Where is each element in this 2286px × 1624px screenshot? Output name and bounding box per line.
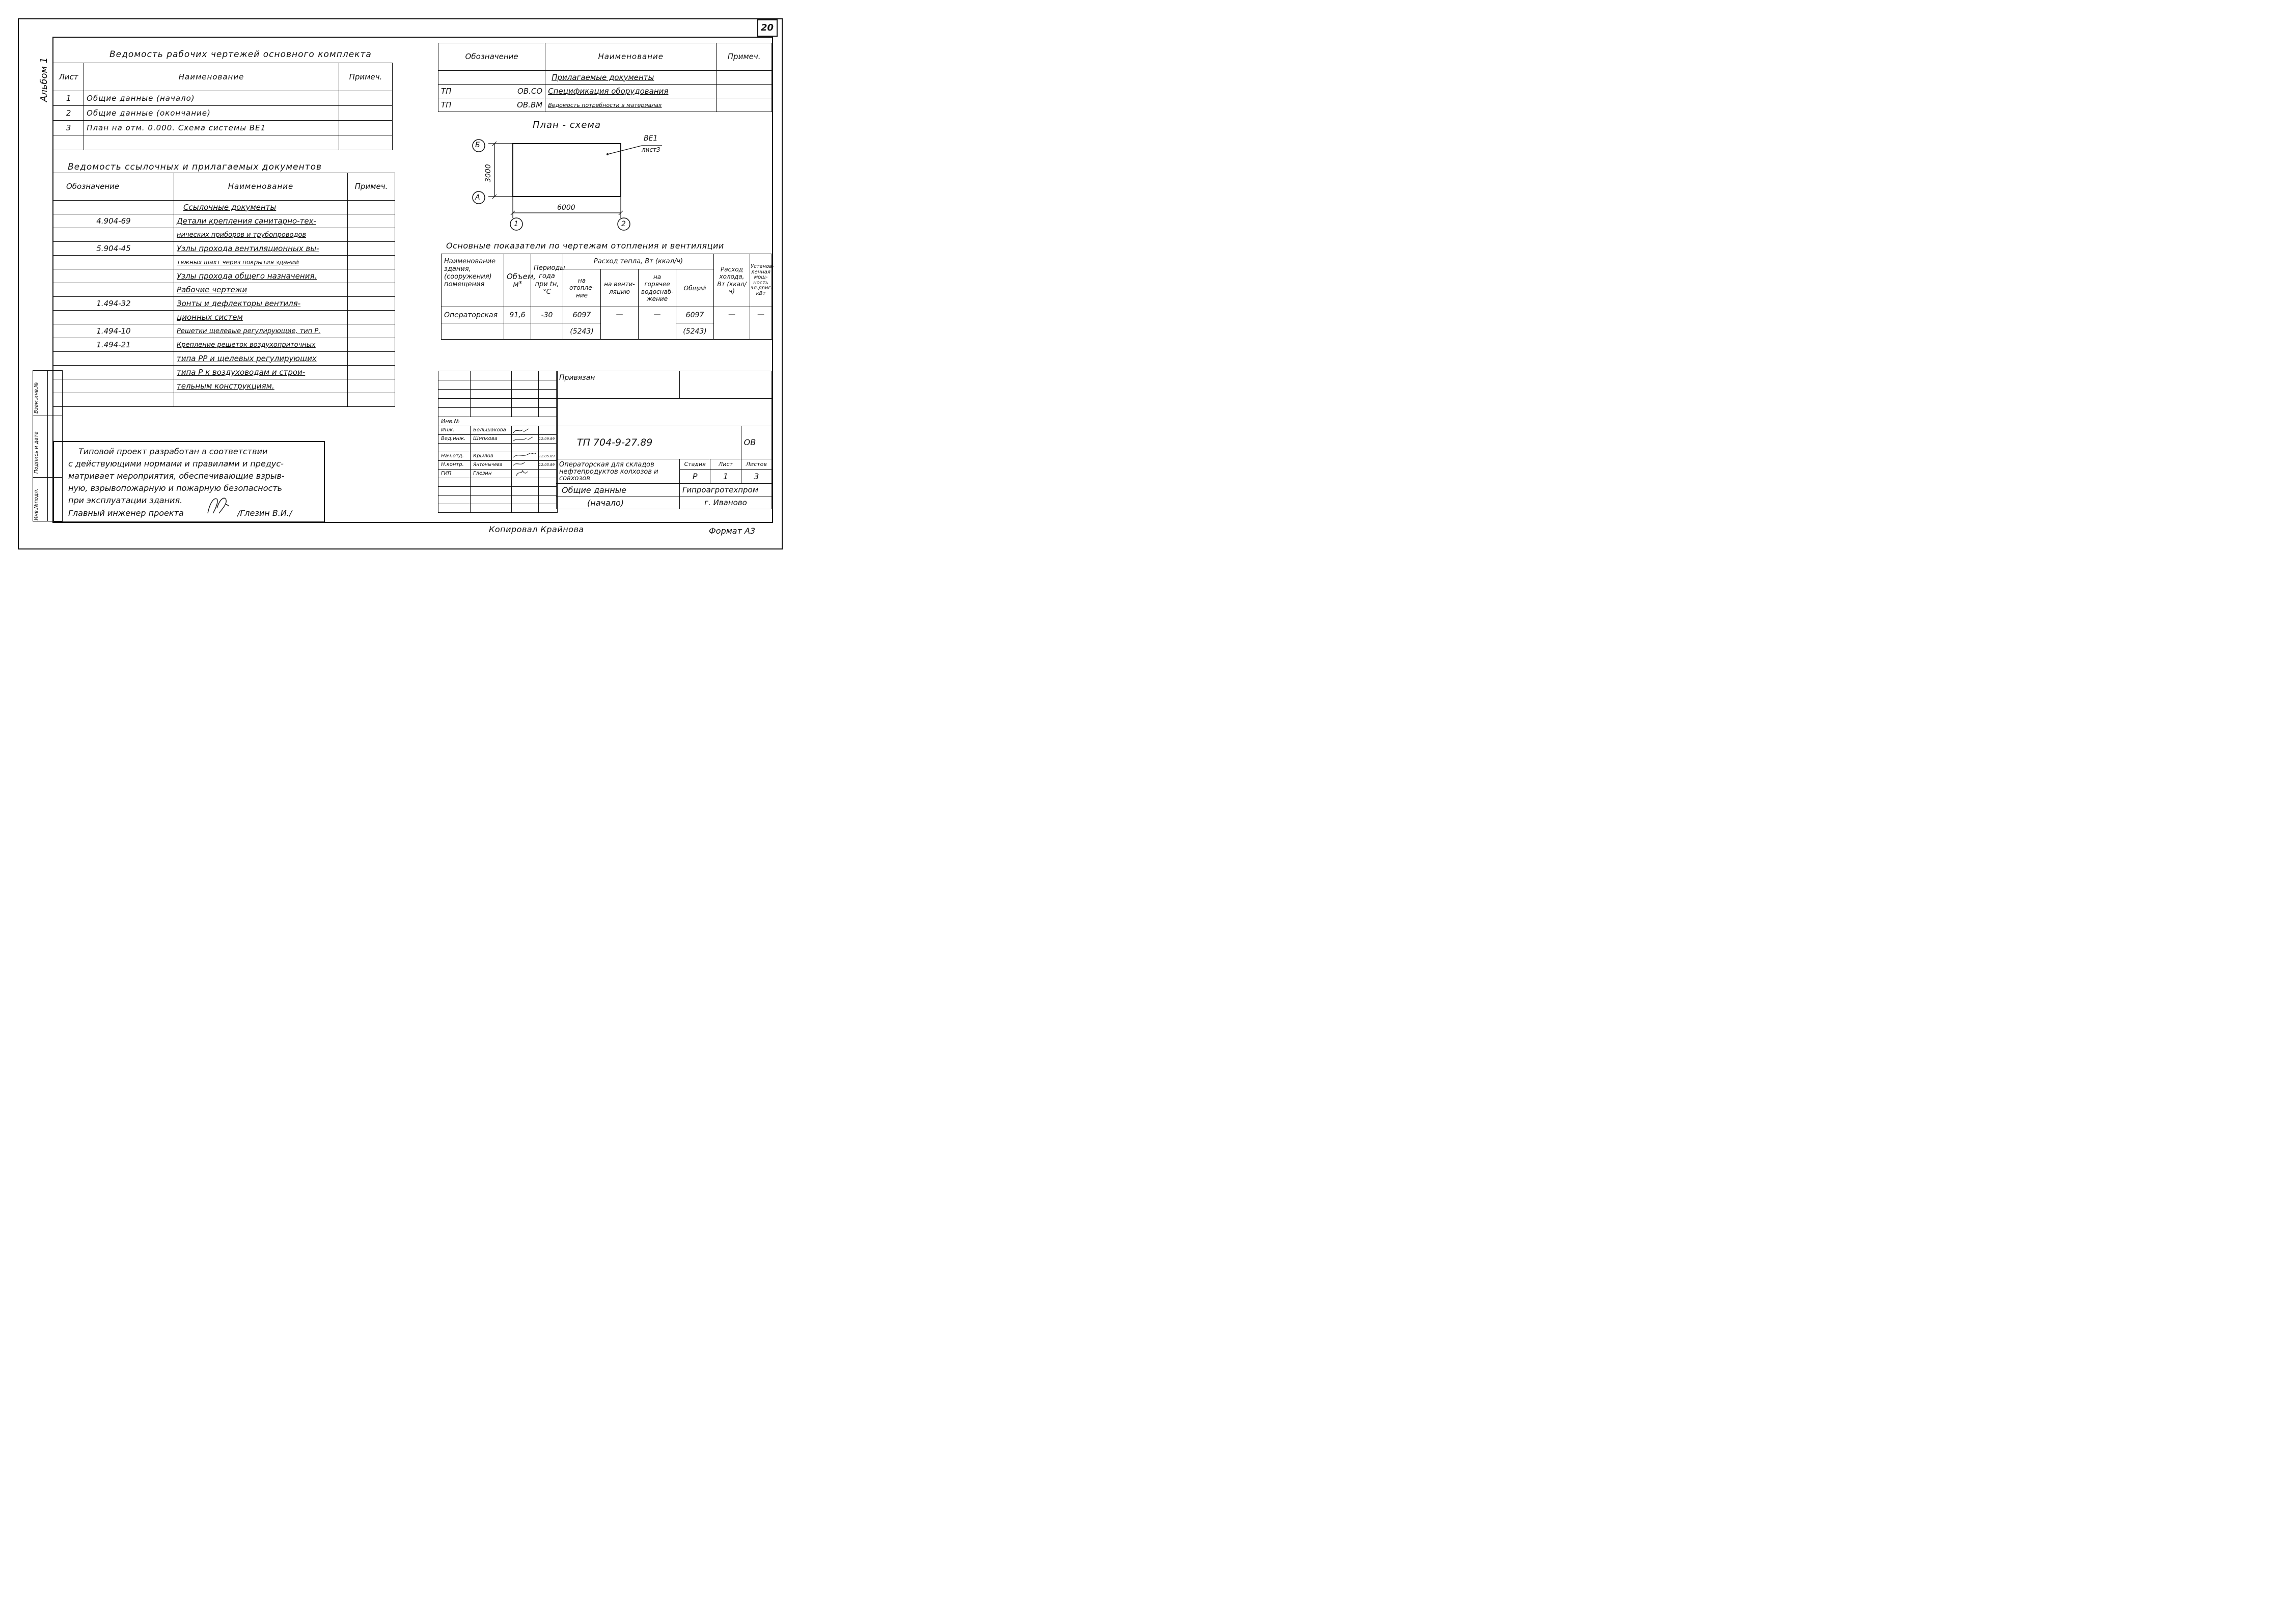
table-row [53,201,395,214]
att-note [717,85,772,98]
table-row [53,311,395,324]
table-row [53,135,393,150]
ind-volume: 91,6 [504,307,531,323]
table-row [53,283,395,297]
table-row [53,242,395,256]
stamp-sheet-label: Лист [710,459,741,470]
ind-vent: — [601,307,639,340]
sheets-h-note: Примеч. [339,63,392,91]
sheet-num [53,135,84,150]
ref-name: Решетки щелевые регулирующие, тип Р. [174,324,348,338]
person-role: Вед.инж. [438,435,471,444]
refs-title: Ведомость ссылочных и прилагаемых документов [68,162,322,172]
ref-note [348,366,395,379]
refs-h-code: Обозначение [53,173,174,201]
ref-name: типа РР и щелевых регулирующих [174,352,348,366]
ind-h-cold: Расход холода, Вт (ккал/ч) [714,254,750,307]
stamp-section: ОВ [741,426,772,459]
plan-room-outline [513,144,621,197]
note-line: матривает мероприятия, обеспечивающие взрыв- [68,471,285,481]
ind-h-hotwater: на горячее водоснаб-жение [639,269,676,307]
stamp-bound: Привязан [557,371,680,399]
dim-v-label: 3000 [484,164,492,182]
ref-code [53,228,174,242]
album-label: Альбом 1 [39,57,49,102]
copied-by: Копировал Крайнова [489,525,584,534]
ref-note [348,338,395,352]
table-row [438,85,772,98]
table-row [438,98,772,112]
ref-note [348,201,395,214]
ref-name: нических приборов и трубопроводов [174,228,348,242]
ref-name: тяжных шахт через покрытия зданий [174,256,348,269]
note-line: при эксплуатации здания. [68,496,183,505]
axis-b-label: Б [475,141,480,149]
ref-name: Узлы прохода общего назначения. [174,269,348,283]
ref-code [53,379,174,393]
sheet-note [339,135,392,150]
person-role: Н.контр. [438,461,471,470]
indicators-title: Основные показатели по чертежам отопления и вентиляции [446,241,724,251]
ref-note [348,269,395,283]
ind-heating: 6097 [563,307,601,323]
stamp-sheets-count: 3 [741,470,772,484]
stamp-inv-label: Инв.№ [438,417,558,426]
att-note [717,71,772,85]
sheet-note [339,106,392,121]
ref-name [174,393,348,407]
table-row [53,106,393,121]
ref-note [348,352,395,366]
sheets-h-sheet: Лист [53,63,84,91]
sheet-name: Общие данные (начало) [84,91,339,106]
ref-code: 1.494-21 [53,338,174,352]
sheets-title: Ведомость рабочих чертежей основного комплекта [109,49,372,60]
refs-table [53,173,395,407]
stamp-main [556,371,772,509]
table-row [53,228,395,242]
table-row [53,352,395,366]
person-name: Крылов [471,452,512,461]
sheet-num: 2 [53,106,84,121]
att-prefix: ТП [438,98,492,112]
attached-h-name: Наименование [545,43,717,71]
table-row [53,379,395,393]
stamp-org: Гипроагротехпром [680,484,772,497]
ref-name: Крепление решеток воздухоприточных [174,338,348,352]
note-line: ную, взрывопожарную и пожарную безопасность [68,483,283,493]
table-row [53,256,395,269]
person-name: Янтонычева [471,461,512,470]
stamp-object: Операторская для складов нефтепродуктов колхозов и совхозов [557,459,680,484]
ind-h-power: Установ-ленная мощ-ность эл.двиг. кВт [750,254,772,307]
ref-note [348,324,395,338]
person-date: 12.09.89 [539,435,558,444]
refs-h-note: Примеч. [348,173,395,201]
att-code: ОВ.СО [492,85,545,98]
table-row [53,121,393,135]
sheet-name: Общие данные (окончание) [84,106,339,121]
attached-h-code: Обозначение [438,43,545,71]
ref-note [348,214,395,228]
ref-note [348,242,395,256]
table-row [53,393,395,407]
table-row [53,366,395,379]
ind-h-vent: на венти-ляцию [601,269,639,307]
ref-name: Рабочие чертежи [174,283,348,297]
ref-code [53,283,174,297]
table-row [53,297,395,311]
table-row [53,91,393,106]
side-label-sign: Подпись и дата [34,431,39,474]
axis-2-label: 2 [621,220,626,228]
refs-header [53,173,395,201]
attached-table [438,43,772,112]
indicators-table [441,254,772,340]
person-date [539,470,558,478]
ref-name: тельным конструкциям. [174,379,348,393]
stamp-code: ТП 704-9-27.89 [557,426,741,459]
stamp-sheets-label: Листов [741,459,772,470]
att-name: Спецификация оборудования [545,85,717,98]
ref-code [53,201,174,214]
page-number: 20 [761,22,774,33]
ind-h-total: Общий [676,269,714,307]
axis-1-label: 1 [514,220,518,228]
plan-title: План - схема [533,120,601,130]
chief-label: Главный инженер проекта [68,508,184,518]
att-prefix: ТП [438,85,492,98]
ind-total: 6097 [676,307,714,323]
table-row [53,324,395,338]
sheets-h-name: Наименование [84,63,339,91]
att-code [492,71,545,85]
person-name: Шипкова [471,435,512,444]
attached-header [438,43,772,71]
plan-scheme [466,132,634,234]
ref-note [348,297,395,311]
ref-name: Детали крепления санитарно-тех- [174,214,348,228]
ref-code: 1.494-10 [53,324,174,338]
ref-name: типа Р к воздуховодам и строи- [174,366,348,379]
table-row [442,307,772,323]
person-role [438,444,471,452]
attached-h-note: Примеч. [717,43,772,71]
ref-code: 4.904-69 [53,214,174,228]
ind-h-period: Периоды года при tн,°С [531,254,563,307]
att-code: ОВ.ВМ [492,98,545,112]
ind-h-volume: Объем, м³ [504,254,531,307]
person-date: 12.05.89 [539,452,558,461]
att-name: Прилагаемые документы [545,71,717,85]
ind-power: — [750,307,772,340]
sheet-num: 1 [53,91,84,106]
ref-code: 5.904-45 [53,242,174,256]
ind-period: -30 [531,307,563,323]
stamp-title-2: (начало) [557,497,680,509]
table-row [438,71,772,85]
ref-code [53,311,174,324]
sheet-name: План на отм. 0.000. Схема системы ВЕ1 [84,121,339,135]
ind-cold: — [714,307,750,340]
sheet-format: Формат А3 [709,526,756,536]
ind-heating-kcal: (5243) [563,323,601,340]
person-role: Инж. [438,426,471,435]
ref-name: Узлы прохода вентиляционных вы- [174,242,348,256]
ind-h-heat: Расход тепла, Вт (ккал/ч) [563,254,714,269]
ref-code [53,393,174,407]
person-name: Большакова [471,426,512,435]
ref-note [348,311,395,324]
table-row [53,214,395,228]
stamp-signatures [511,426,540,479]
note-line: Типовой проект разработан в соответствии [78,447,268,456]
stamp-title-1: Общие данные [557,484,680,497]
axis-a-label: А [475,194,480,202]
sheet-note [339,91,392,106]
person-name: Глезин [471,470,512,478]
ref-name: ционных систем [174,311,348,324]
person-date [539,426,558,435]
ind-hotwater: — [639,307,676,340]
stamp-sheet: 1 [710,470,741,484]
stamp-city: г. Иваново [680,497,772,509]
person-date: 12.05.89 [539,461,558,470]
ref-code [53,256,174,269]
att-prefix [438,71,492,85]
ref-name: Зонты и дефлекторы вентиля- [174,297,348,311]
sheets-header [53,63,393,91]
chief-signature [204,493,234,517]
table-row [53,269,395,283]
ind-total-kcal: (5243) [676,323,714,340]
system-sheet-ref: лист3 [642,146,660,153]
ref-code [53,352,174,366]
ref-note [348,379,395,393]
sheet-num: 3 [53,121,84,135]
side-label-inv: Инв.№подл. [34,488,39,520]
sheet-note [339,121,392,135]
ref-code [53,269,174,283]
stamp-stage-label: Стадия [680,459,710,470]
refs-h-name: Наименование [174,173,348,201]
att-name: Ведомость потребности в материалах [545,98,717,112]
person-role: Нач.отд. [438,452,471,461]
dim-h-label: 6000 [557,204,575,212]
stamp-stage: Р [680,470,710,484]
sheet-name [84,135,339,150]
ind-h-name: Наименование здания, (сооружения) помещения [442,254,504,307]
person-role: ГИП [438,470,471,478]
ref-code: 1.494-32 [53,297,174,311]
ref-name: Ссылочные документы [174,201,348,214]
person-name [471,444,512,452]
ind-h-heating: на отопле-ние [563,269,601,307]
system-label: ВЕ1 [644,134,658,143]
ref-note [348,393,395,407]
ref-note [348,228,395,242]
ref-note [348,256,395,269]
table-row [53,338,395,352]
chief-name: /Глезин В.И./ [237,508,292,518]
ind-room-name: Операторская [442,307,504,323]
ref-note [348,283,395,297]
att-note [717,98,772,112]
sheets-table [53,63,393,150]
side-label-replace: Взам.инв.№ [34,382,39,414]
note-line: с действующими нормами и правилами и предус- [68,459,284,469]
person-date [539,444,558,452]
ref-code [53,366,174,379]
